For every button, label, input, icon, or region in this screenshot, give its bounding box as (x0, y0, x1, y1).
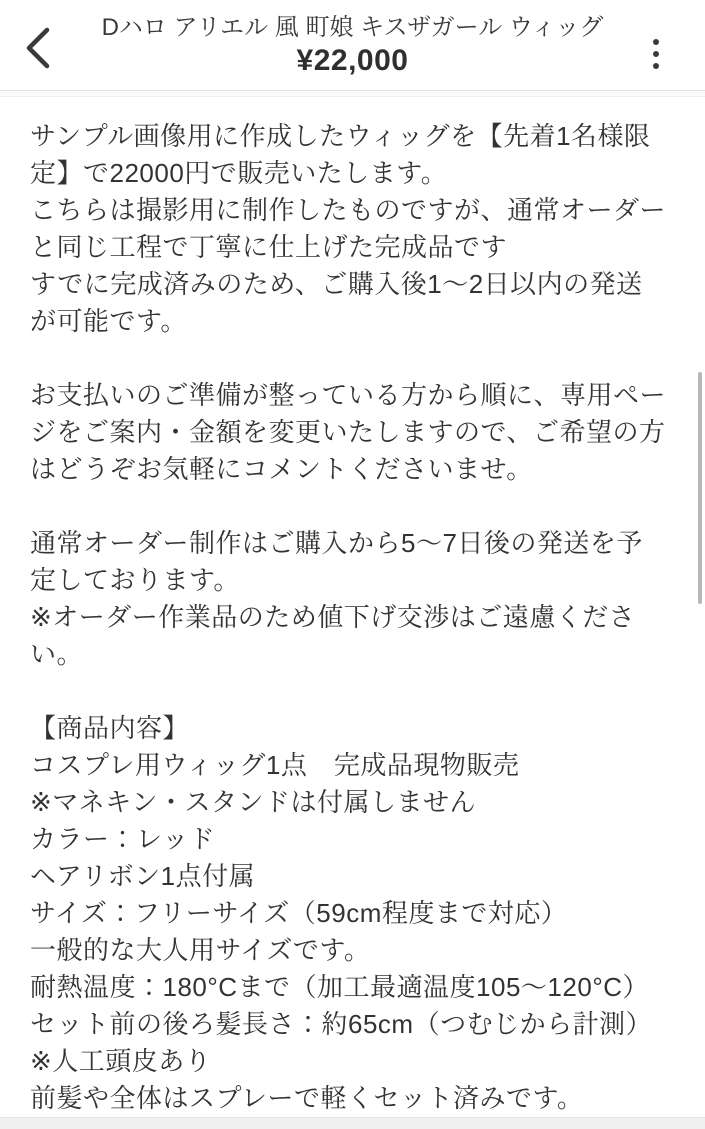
description-paragraph: サンプル画像用に作成したウィッグを【先着1名様限 定】で22000円で販売いたします。 こちらは撮影用に制作したものですが、通常オーダー と同じ工程で丁寧に仕上げた完成品です すでに完成済みのため、ご購入後1〜2日以内の発送 が可能です。 (30, 121, 667, 336)
header-separator (0, 90, 705, 97)
description-paragraph: お支払いのご準備が整っている方から順に、専用ペー ジをご案内・金額を変更いたしますので、ご希望の方 はどうぞお気軽にコメントくださいませ。 (30, 380, 667, 484)
chevron-left-icon (21, 25, 55, 71)
item-description (0, 97, 705, 1117)
item-title: Dハロ アリエル 風 町娘 キスザガール ウィッグ (101, 14, 604, 41)
item-price: ¥22,000 (296, 44, 409, 77)
header (0, 0, 705, 90)
scrollbar[interactable] (698, 372, 702, 604)
back-button[interactable] (14, 22, 62, 74)
description-paragraph: 通常オーダー制作はご購入から5〜7日後の発送を予 定しております。 ※オーダー作業品のため値下げ交渉はご遠慮ください。 (30, 528, 643, 669)
kebab-menu-icon (653, 39, 659, 69)
more-options-button[interactable] (643, 34, 669, 74)
description-paragraph: 【商品内容】 コスプレ用ウィッグ1点 完成品現物販売 ※マネキン・スタンドは付属しません カラー：レッド ヘアリボン1点付属 サイズ：フリーサイズ（59cm程度まで対応） 一般的な大人用サイズです。 耐熱温度：180°Cまで（加工最適温度105〜120°C） セット前の後ろ髪長さ：約65cm（つむじから計測） ※人工頭皮あり 前髪や全体はスプレーで軽くセット済みです。 (30, 713, 653, 1113)
bottom-edge-strip (0, 1117, 705, 1129)
